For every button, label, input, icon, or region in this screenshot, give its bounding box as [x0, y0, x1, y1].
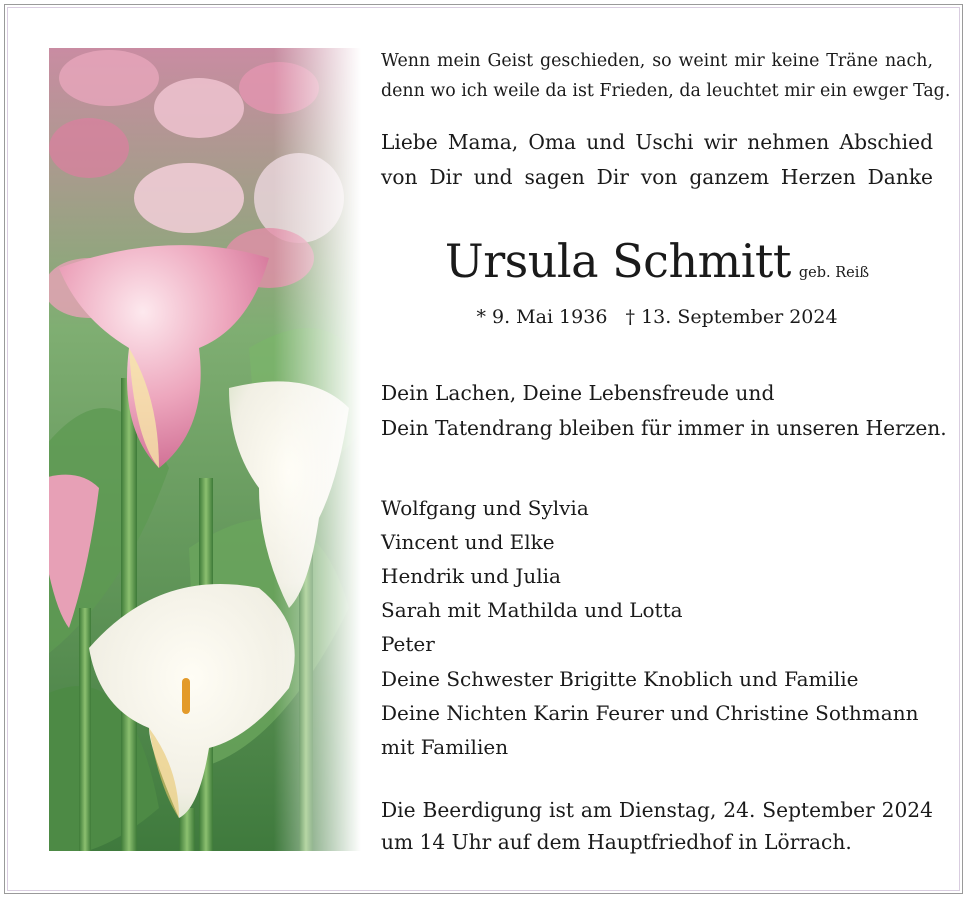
mourner-3: Hendrik und Julia: [381, 564, 561, 588]
mourner-2: Vincent und Elke: [381, 530, 555, 554]
funeral-line-2: um 14 Uhr auf dem Hauptfriedhof in Lörrach.: [381, 830, 852, 854]
quote-line-1: Wenn mein Geist geschieden, so weint mir keine Träne nach,: [381, 51, 933, 71]
tribute-line-2: Dein Tatendrang bleiben für immer in unseren Herzen.: [381, 416, 947, 440]
farewell-line-1: Liebe Mama, Oma und Uschi wir nehmen Abschied: [381, 130, 933, 154]
deceased-name: Ursula Schmitt: [444, 234, 791, 288]
deceased-heading: [381, 234, 933, 288]
farewell-line-2: von Dir und sagen Dir von ganzem Herzen Danke: [381, 165, 933, 189]
mourner-1: Wolfgang und Sylvia: [381, 496, 589, 520]
death-date: † 13. September 2024: [625, 306, 838, 328]
funeral-line-1: Die Beerdigung ist am Dienstag, 24. September 2024: [381, 798, 933, 822]
birth-date: * 9. Mai 1936: [476, 306, 608, 328]
mourner-5: Peter: [381, 632, 435, 656]
calla-lily-image: [49, 48, 361, 851]
mourner-4: Sarah mit Mathilda und Lotta: [381, 598, 683, 622]
life-dates: [381, 308, 933, 327]
mourner-7: Deine Nichten Karin Feurer und Christine Sothmann: [381, 701, 919, 725]
tribute-line-1: Dein Lachen, Deine Lebensfreude und: [381, 381, 775, 405]
quote-line-2: denn wo ich weile da ist Frieden, da leuchtet mir ein ewger Tag.: [381, 81, 951, 101]
mourner-6: Deine Schwester Brigitte Knoblich und Familie: [381, 667, 859, 691]
birth-name: geb. Reiß: [798, 265, 870, 281]
mourner-8: mit Familien: [381, 735, 509, 759]
